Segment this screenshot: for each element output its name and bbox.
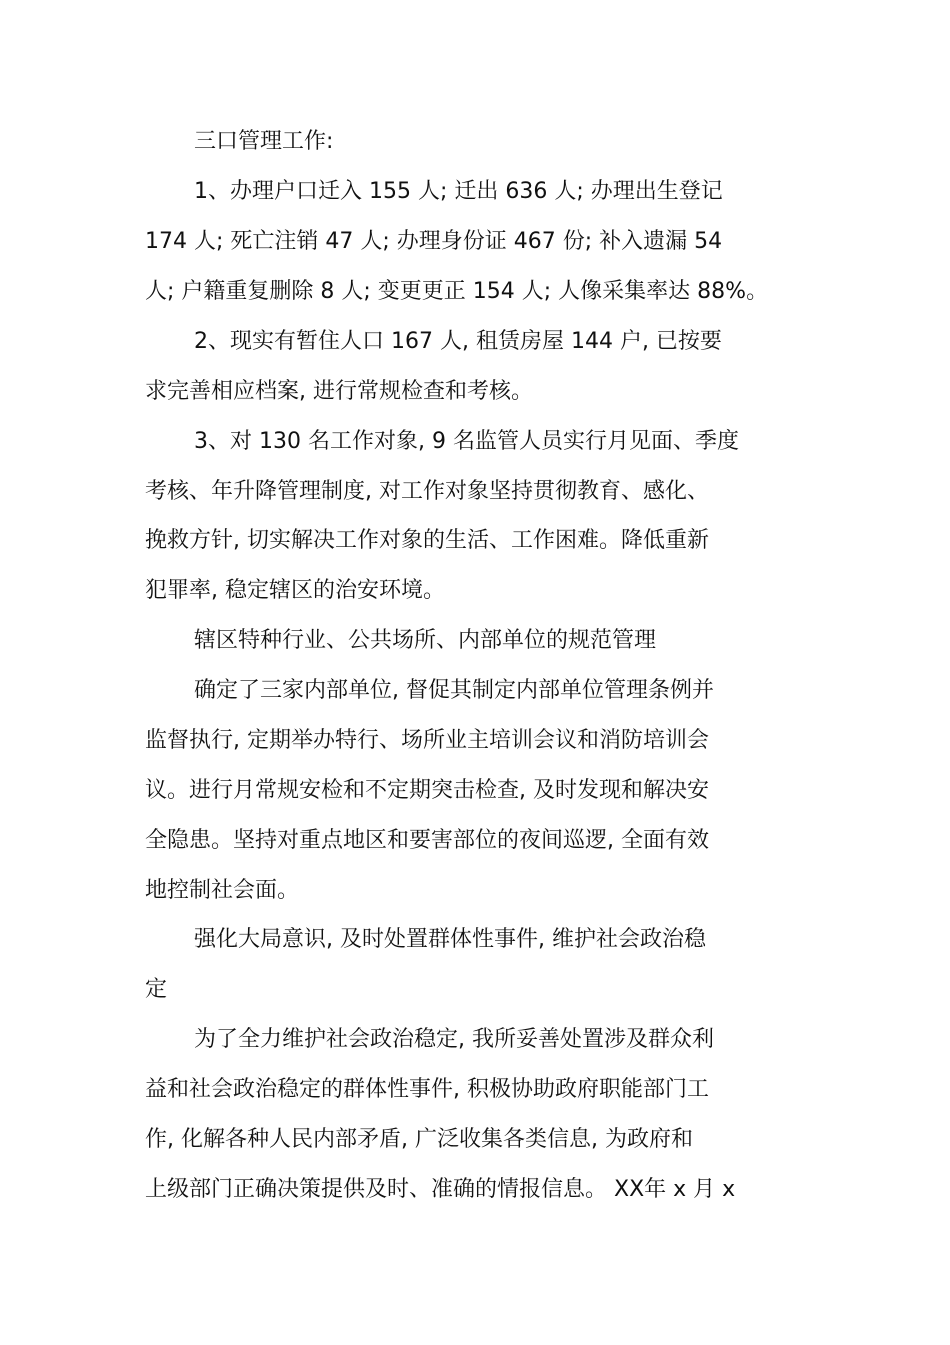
- paragraph-line: 1、办理户口迁入 155 人; 迁出 636 人; 办理出生登记: [194, 179, 723, 204]
- paragraph-line: 174 人; 死亡注销 47 人; 办理身份证 467 份; 补入遗漏 54: [145, 229, 723, 254]
- paragraph-line: 地控制社会面。: [145, 878, 300, 903]
- paragraph-line: 监督执行, 定期举办特行、场所业主培训会议和消防培训会: [145, 728, 709, 753]
- paragraph-line: 确定了三家内部单位, 督促其制定内部单位管理条例并: [194, 678, 714, 703]
- paragraph-line: 求完善相应档案, 进行常规检查和考核。: [145, 379, 533, 404]
- section-heading-special-industries: 辖区特种行业、公共场所、内部单位的规范管理: [194, 628, 657, 653]
- paragraph-line: 2、现实有暂住人口 167 人, 租赁房屋 144 户, 已按要: [194, 329, 722, 354]
- paragraph-line-with-date: 上级部门正确决策提供及时、准确的情报信息。 XX年 x 月 x: [145, 1177, 736, 1202]
- paragraph-line: 议。进行月常规安检和不定期突击检查, 及时发现和解决安: [145, 778, 709, 803]
- paragraph-line: 3、对 130 名工作对象, 9 名监管人员实行月见面、季度: [194, 429, 739, 454]
- paragraph-line: 作, 化解各种人民内部矛盾, 广泛收集各类信息, 为政府和: [145, 1127, 693, 1152]
- paragraph-line: 全隐患。坚持对重点地区和要害部位的夜间巡逻, 全面有效: [145, 828, 709, 853]
- paragraph-line: 为了全力维护社会政治稳定, 我所妥善处置涉及群众利: [194, 1027, 714, 1052]
- section-heading-household: 三口管理工作:: [194, 129, 334, 154]
- paragraph-line: 益和社会政治稳定的群体性事件, 积极协助政府职能部门工: [145, 1077, 709, 1102]
- section-heading-stability: 强化大局意识, 及时处置群体性事件, 维护社会政治稳: [194, 927, 706, 952]
- paragraph-line: 犯罪率, 稳定辖区的治安环境。: [145, 578, 445, 603]
- paragraph-line: 挽救方针, 切实解决工作对象的生活、工作困难。降低重新: [145, 528, 709, 553]
- paragraph-line: 考核、年升降管理制度, 对工作对象坚持贯彻教育、感化、: [145, 479, 709, 504]
- section-heading-stability-cont: 定: [145, 977, 168, 1002]
- paragraph-line: 人; 户籍重复删除 8 人; 变更更正 154 人; 人像采集率达 88%。: [145, 279, 769, 304]
